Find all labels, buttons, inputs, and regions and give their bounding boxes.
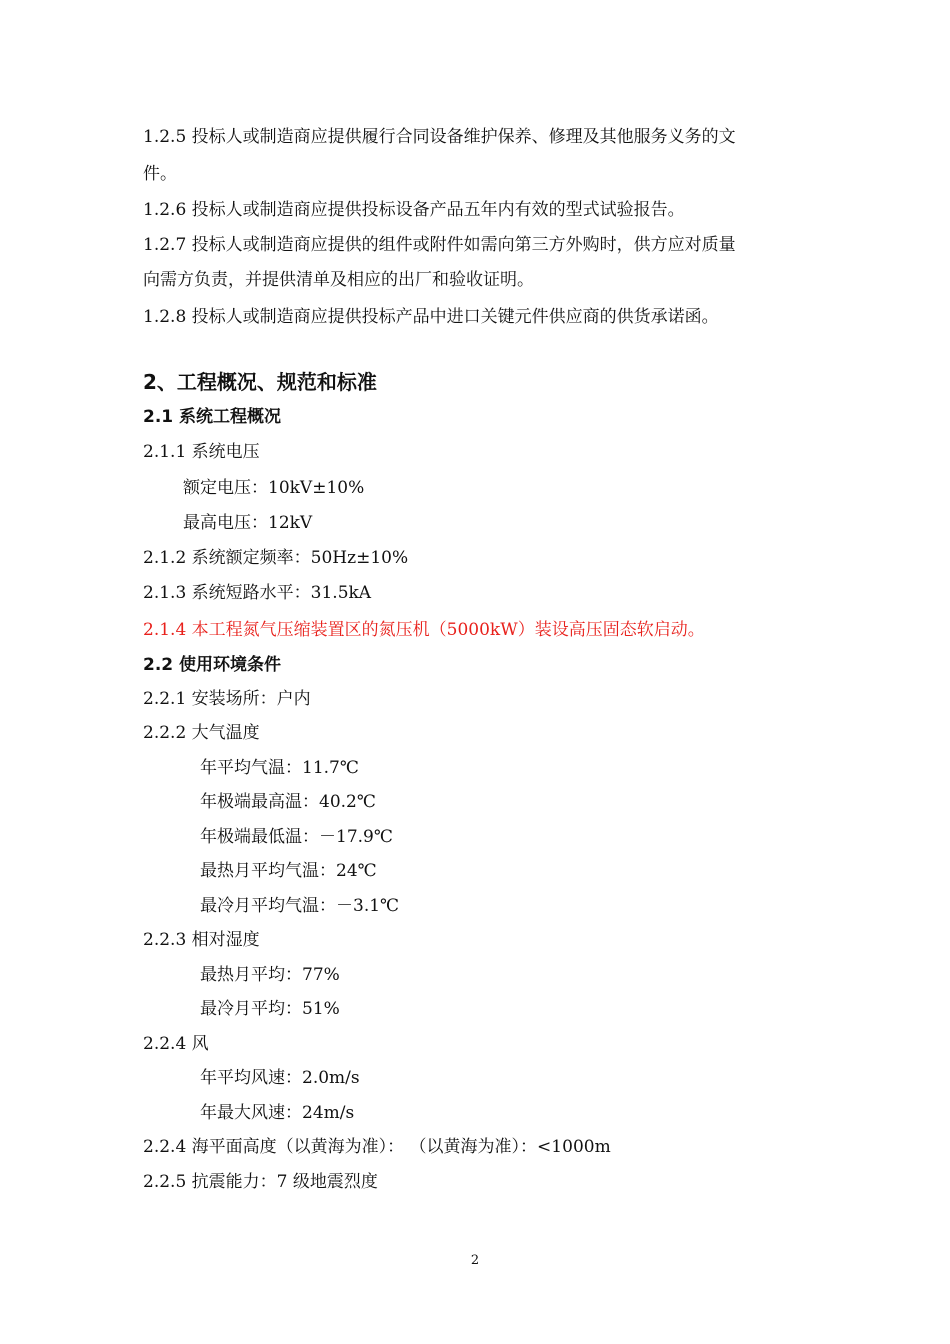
section-2-1-heading: 2.1 系统工程概况 bbox=[143, 407, 282, 427]
item-2-1-2: 2.1.2 系统额定频率：50Hz±10% bbox=[143, 548, 409, 568]
item-2-1-1: 2.1.1 系统电压 bbox=[143, 442, 260, 462]
item-1-2-8: 1.2.8 投标人或制造商应提供投标产品中进口关键元件供应商的供货承诺函。 bbox=[143, 307, 719, 327]
item-1-2-7-line-1: 1.2.7 投标人或制造商应提供的组件或附件如需向第三方外购时，供方应对质量 bbox=[143, 235, 736, 255]
wind-annual-average: 年平均风速：2.0m/s bbox=[200, 1068, 360, 1088]
section-2-heading: 2、工程概况、规范和标准 bbox=[143, 370, 377, 394]
humidity-coldest-month: 最冷月平均：51% bbox=[200, 999, 340, 1019]
item-1-2-6: 1.2.6 投标人或制造商应提供投标设备产品五年内有效的型式试验报告。 bbox=[143, 200, 685, 220]
item-2-2-4-altitude: 2.2.4 海平面高度（以黄海为准）： （以黄海为准）：<1000m bbox=[143, 1137, 611, 1157]
wind-annual-max: 年最大风速：24m/s bbox=[200, 1103, 355, 1123]
item-2-2-3: 2.2.3 相对湿度 bbox=[143, 930, 260, 950]
item-2-2-1: 2.2.1 安装场所：户内 bbox=[143, 689, 311, 709]
temp-hottest-month: 最热月平均气温：24℃ bbox=[200, 861, 377, 881]
page-number: 2 bbox=[470, 1253, 480, 1268]
item-1-2-5-line-1: 1.2.5 投标人或制造商应提供履行合同设备维护保养、修理及其他服务义务的文 bbox=[143, 127, 736, 147]
temp-extreme-max: 年极端最高温：40.2℃ bbox=[200, 792, 376, 812]
item-2-1-3: 2.1.3 系统短路水平：31.5kA bbox=[143, 583, 372, 603]
item-1-2-7-line-2: 向需方负责，并提供清单及相应的出厂和验收证明。 bbox=[143, 270, 534, 290]
temp-annual-average: 年平均气温：11.7℃ bbox=[200, 758, 359, 778]
max-voltage: 最高电压：12kV bbox=[183, 513, 313, 533]
item-2-2-5: 2.2.5 抗震能力：7 级地震烈度 bbox=[143, 1172, 378, 1192]
humidity-hottest-month: 最热月平均：77% bbox=[200, 965, 340, 985]
temp-extreme-min: 年极端最低温：－17.9℃ bbox=[200, 827, 393, 847]
item-1-2-5-line-2: 件。 bbox=[143, 164, 177, 184]
item-2-2-2: 2.2.2 大气温度 bbox=[143, 723, 260, 743]
rated-voltage: 额定电压：10kV±10% bbox=[183, 478, 365, 498]
item-2-2-4-wind: 2.2.4 风 bbox=[143, 1034, 209, 1054]
item-2-1-4-highlight: 2.1.4 本工程氮气压缩装置区的氮压机（5000kW）装设高压固态软启动。 bbox=[143, 620, 705, 640]
temp-coldest-month: 最冷月平均气温：－3.1℃ bbox=[200, 896, 400, 916]
section-2-2-heading: 2.2 使用环境条件 bbox=[143, 655, 282, 675]
